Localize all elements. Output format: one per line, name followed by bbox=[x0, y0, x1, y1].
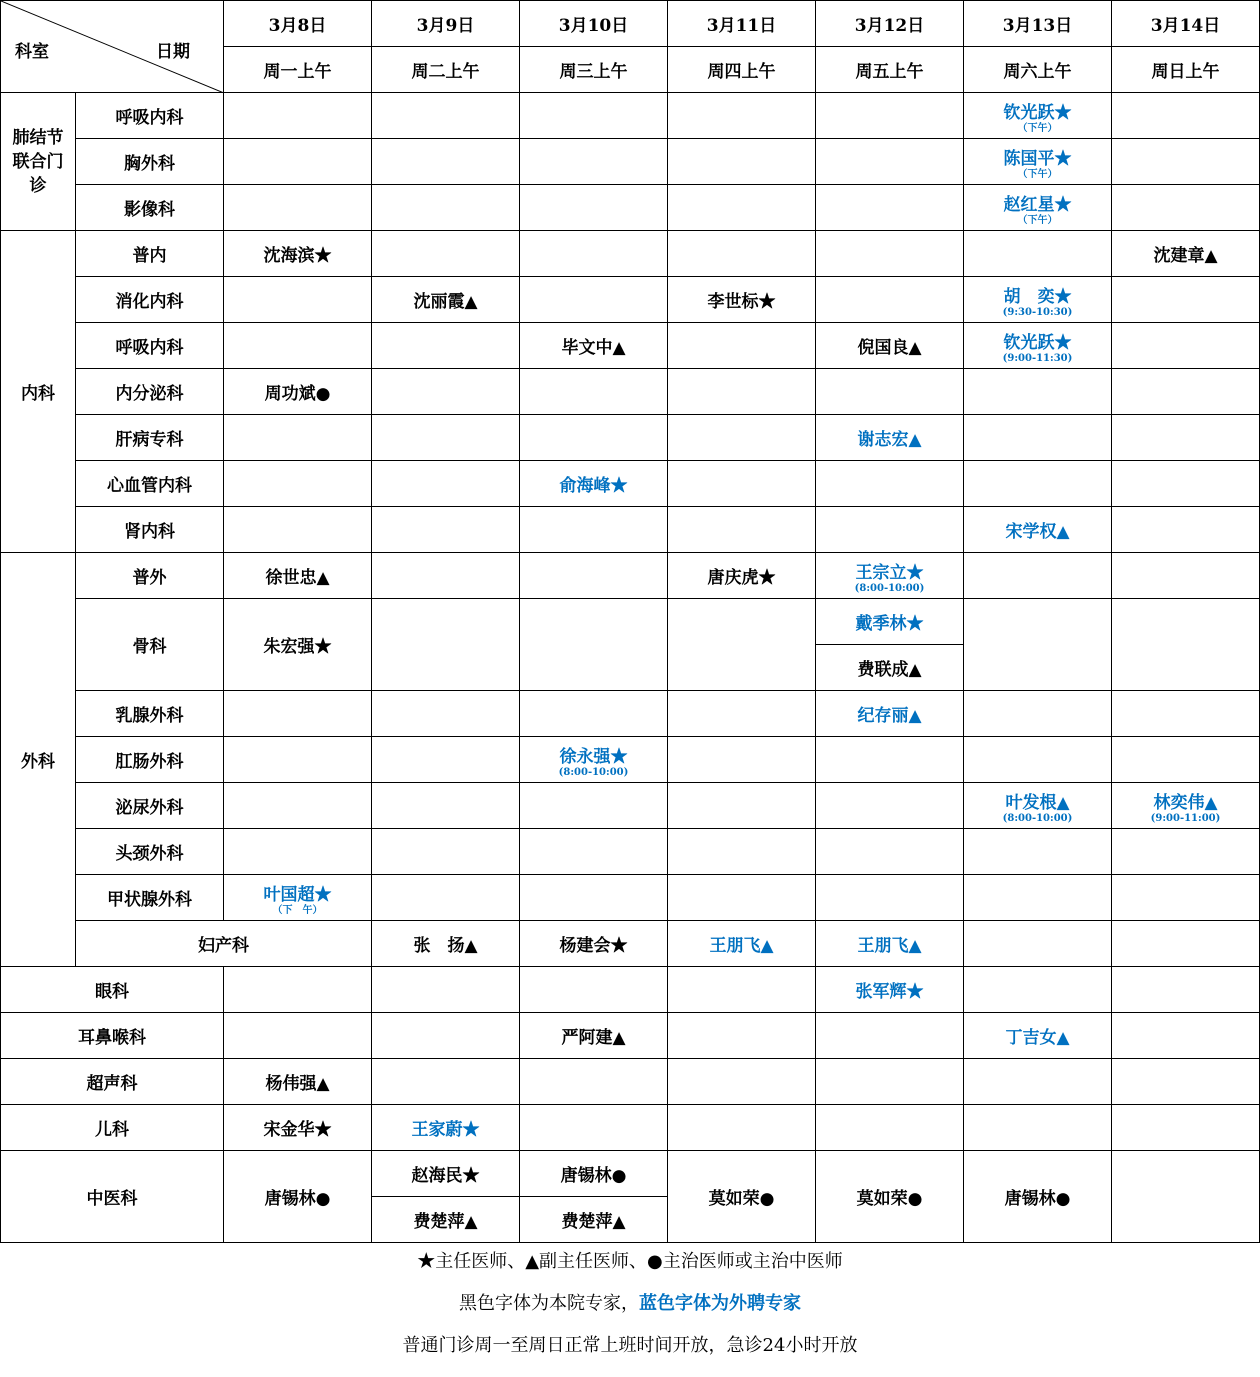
time-note: (9:00-11:00) bbox=[1150, 812, 1221, 824]
schedule-cell: 谢志宏▲ bbox=[816, 415, 964, 461]
empty-cell bbox=[520, 369, 668, 415]
empty-cell bbox=[372, 139, 520, 185]
empty-cell bbox=[520, 829, 668, 875]
schedule-cell bbox=[520, 737, 668, 783]
dept-label: 肾内科 bbox=[76, 507, 224, 553]
table-row bbox=[1, 461, 1260, 507]
empty-cell bbox=[668, 1105, 816, 1151]
time-note: （下 午） bbox=[272, 904, 323, 916]
doctor-name: 叶国超★ bbox=[263, 884, 332, 905]
legend-hours: 普通门诊周一至周日正常上班时间开放，急诊24小时开放 bbox=[402, 1335, 858, 1356]
dept-label: 耳鼻喉科 bbox=[1, 1013, 224, 1059]
schedule-cell bbox=[1112, 783, 1260, 829]
dept-label: 头颈外科 bbox=[76, 829, 224, 875]
empty-cell bbox=[668, 369, 816, 415]
dept-label: 乳腺外科 bbox=[76, 691, 224, 737]
table-row bbox=[1, 1059, 1260, 1105]
time-note: (8:00-10:00) bbox=[1002, 812, 1073, 824]
empty-cell bbox=[964, 369, 1112, 415]
empty-cell bbox=[520, 599, 668, 691]
time-note: (8:00-10:00) bbox=[854, 582, 925, 594]
empty-cell bbox=[372, 691, 520, 737]
legend bbox=[0, 1251, 1260, 1377]
day-header: 周六上午 bbox=[964, 47, 1112, 93]
schedule-cell: 沈海滨★ bbox=[224, 231, 372, 277]
empty-cell bbox=[668, 967, 816, 1013]
empty-cell bbox=[372, 461, 520, 507]
date-header: 3月12日 bbox=[816, 1, 964, 47]
empty-cell bbox=[1112, 185, 1260, 231]
empty-cell bbox=[1112, 1105, 1260, 1151]
table-row bbox=[1, 829, 1260, 875]
empty-cell bbox=[520, 691, 668, 737]
empty-cell bbox=[1112, 875, 1260, 921]
empty-cell bbox=[668, 231, 816, 277]
schedule-cell: 俞海峰★ bbox=[520, 461, 668, 507]
table-row bbox=[1, 967, 1260, 1013]
legend-symbols: ★主任医师、▲副主任医师、●主治医师或主治中医师 bbox=[417, 1251, 843, 1272]
schedule-cell bbox=[964, 185, 1112, 231]
schedule-cell: 张军辉★ bbox=[816, 967, 964, 1013]
table-row bbox=[1, 93, 1260, 139]
time-note: (9:30-10:30) bbox=[1002, 306, 1073, 318]
empty-cell bbox=[224, 93, 372, 139]
table-row bbox=[1, 415, 1260, 461]
empty-cell bbox=[372, 231, 520, 277]
dept-label: 肛肠外科 bbox=[76, 737, 224, 783]
table-row bbox=[1, 507, 1260, 553]
empty-cell bbox=[816, 369, 964, 415]
doctor-name: 叶发根▲ bbox=[1005, 792, 1070, 813]
day-header: 周二上午 bbox=[372, 47, 520, 93]
header-row-dates bbox=[1, 1, 1260, 47]
empty-cell bbox=[816, 185, 964, 231]
empty-cell bbox=[1112, 369, 1260, 415]
date-header: 3月14日 bbox=[1112, 1, 1260, 47]
schedule-cell: 费楚萍▲ bbox=[372, 1197, 520, 1243]
day-header: 周四上午 bbox=[668, 47, 816, 93]
empty-cell bbox=[816, 93, 964, 139]
date-header: 3月9日 bbox=[372, 1, 520, 47]
empty-cell bbox=[1112, 921, 1260, 967]
dept-label: 胸外科 bbox=[76, 139, 224, 185]
empty-cell bbox=[224, 139, 372, 185]
schedule-cell: 唐庆虎★ bbox=[668, 553, 816, 599]
empty-cell bbox=[1112, 737, 1260, 783]
table-row bbox=[1, 369, 1260, 415]
date-header: 3月11日 bbox=[668, 1, 816, 47]
doctor-name: 钦光跃★ bbox=[1003, 102, 1072, 123]
dept-label: 肝病专科 bbox=[76, 415, 224, 461]
empty-cell bbox=[224, 967, 372, 1013]
doctor-name: 胡 奕★ bbox=[1003, 286, 1072, 307]
empty-cell bbox=[372, 323, 520, 369]
empty-cell bbox=[668, 139, 816, 185]
empty-cell bbox=[1112, 93, 1260, 139]
dept-label: 呼吸内科 bbox=[76, 323, 224, 369]
table-row bbox=[1, 277, 1260, 323]
table-row bbox=[1, 1105, 1260, 1151]
empty-cell bbox=[372, 599, 520, 691]
table-row bbox=[1, 185, 1260, 231]
empty-cell bbox=[520, 553, 668, 599]
dept-label: 影像科 bbox=[76, 185, 224, 231]
empty-cell bbox=[520, 93, 668, 139]
dept-label: 超声科 bbox=[1, 1059, 224, 1105]
empty-cell bbox=[1112, 277, 1260, 323]
schedule-cell bbox=[964, 277, 1112, 323]
date-header-label: 日期 bbox=[156, 42, 190, 62]
empty-cell bbox=[372, 185, 520, 231]
time-note: （下午） bbox=[1017, 214, 1058, 226]
empty-cell bbox=[520, 1059, 668, 1105]
schedule-cell: 丁吉女▲ bbox=[964, 1013, 1112, 1059]
empty-cell bbox=[520, 139, 668, 185]
empty-cell bbox=[520, 875, 668, 921]
table-row bbox=[1, 1151, 1260, 1197]
empty-cell bbox=[1112, 1151, 1260, 1243]
empty-cell bbox=[520, 1105, 668, 1151]
empty-cell bbox=[520, 185, 668, 231]
table-row bbox=[1, 323, 1260, 369]
empty-cell bbox=[964, 875, 1112, 921]
schedule-cell bbox=[224, 875, 372, 921]
empty-cell bbox=[1112, 553, 1260, 599]
empty-cell bbox=[964, 553, 1112, 599]
schedule-cell: 张 扬▲ bbox=[372, 921, 520, 967]
empty-cell bbox=[224, 507, 372, 553]
table-row bbox=[1, 231, 1260, 277]
doctor-name: 王宗立★ bbox=[855, 562, 924, 583]
schedule-cell: 费联成▲ bbox=[816, 645, 964, 691]
empty-cell bbox=[668, 507, 816, 553]
empty-cell bbox=[668, 737, 816, 783]
table-row bbox=[1, 783, 1260, 829]
empty-cell bbox=[816, 1105, 964, 1151]
empty-cell bbox=[964, 415, 1112, 461]
schedule-cell: 严阿建▲ bbox=[520, 1013, 668, 1059]
empty-cell bbox=[964, 231, 1112, 277]
schedule-cell: 费楚萍▲ bbox=[520, 1197, 668, 1243]
empty-cell bbox=[668, 599, 816, 691]
doctor-name: 徐永强★ bbox=[559, 746, 628, 767]
date-header: 3月10日 bbox=[520, 1, 668, 47]
empty-cell bbox=[372, 737, 520, 783]
empty-cell bbox=[224, 277, 372, 323]
empty-cell bbox=[520, 277, 668, 323]
empty-cell bbox=[520, 231, 668, 277]
empty-cell bbox=[372, 93, 520, 139]
empty-cell bbox=[668, 1013, 816, 1059]
empty-cell bbox=[1112, 507, 1260, 553]
empty-cell bbox=[668, 691, 816, 737]
empty-cell bbox=[816, 139, 964, 185]
schedule-cell: 唐锡林● bbox=[224, 1151, 372, 1243]
empty-cell bbox=[224, 783, 372, 829]
empty-cell bbox=[1112, 967, 1260, 1013]
doctor-name: 钦光跃★ bbox=[1003, 332, 1072, 353]
empty-cell bbox=[964, 461, 1112, 507]
dept-label: 眼科 bbox=[1, 967, 224, 1013]
time-note: （下午） bbox=[1017, 168, 1058, 180]
schedule-cell: 周功斌● bbox=[224, 369, 372, 415]
empty-cell bbox=[668, 783, 816, 829]
day-header: 周五上午 bbox=[816, 47, 964, 93]
empty-cell bbox=[816, 737, 964, 783]
schedule-cell: 唐锡林● bbox=[520, 1151, 668, 1197]
legend-colors bbox=[0, 1293, 1260, 1335]
schedule-cell: 杨建会★ bbox=[520, 921, 668, 967]
dept-label: 内分泌科 bbox=[76, 369, 224, 415]
empty-cell bbox=[1112, 829, 1260, 875]
schedule-cell: 王朋飞▲ bbox=[668, 921, 816, 967]
schedule-cell: 王家蔚★ bbox=[372, 1105, 520, 1151]
schedule-cell: 徐世忠▲ bbox=[224, 553, 372, 599]
legend-blue-note: 蓝色字体为外聘专家 bbox=[639, 1293, 801, 1314]
schedule-cell bbox=[964, 93, 1112, 139]
dept-label: 呼吸内科 bbox=[76, 93, 224, 139]
schedule-cell: 沈丽霞▲ bbox=[372, 277, 520, 323]
empty-cell bbox=[224, 185, 372, 231]
empty-cell bbox=[224, 461, 372, 507]
empty-cell bbox=[668, 1059, 816, 1105]
empty-cell bbox=[372, 875, 520, 921]
schedule-cell: 李世标★ bbox=[668, 277, 816, 323]
empty-cell bbox=[668, 323, 816, 369]
table-row bbox=[1, 599, 1260, 645]
empty-cell bbox=[372, 369, 520, 415]
empty-cell bbox=[668, 829, 816, 875]
dept-label: 妇产科 bbox=[76, 921, 372, 967]
empty-cell bbox=[964, 1105, 1112, 1151]
dept-label: 儿科 bbox=[1, 1105, 224, 1151]
schedule-cell: 毕文中▲ bbox=[520, 323, 668, 369]
dept-label: 中医科 bbox=[1, 1151, 224, 1243]
empty-cell bbox=[372, 415, 520, 461]
empty-cell bbox=[816, 829, 964, 875]
schedule-cell: 纪存丽▲ bbox=[816, 691, 964, 737]
table-row bbox=[1, 921, 1260, 967]
dept-label: 甲状腺外科 bbox=[76, 875, 224, 921]
empty-cell bbox=[520, 415, 668, 461]
empty-cell bbox=[224, 1013, 372, 1059]
empty-cell bbox=[816, 1059, 964, 1105]
dept-label: 骨科 bbox=[76, 599, 224, 691]
schedule-cell: 莫如荣● bbox=[816, 1151, 964, 1243]
empty-cell bbox=[816, 1013, 964, 1059]
empty-cell bbox=[372, 783, 520, 829]
day-header: 周日上午 bbox=[1112, 47, 1260, 93]
empty-cell bbox=[520, 967, 668, 1013]
schedule-cell: 莫如荣● bbox=[668, 1151, 816, 1243]
empty-cell bbox=[668, 185, 816, 231]
empty-cell bbox=[224, 691, 372, 737]
time-note: （下午） bbox=[1017, 122, 1058, 134]
empty-cell bbox=[964, 1059, 1112, 1105]
schedule-cell: 赵海民★ bbox=[372, 1151, 520, 1197]
empty-cell bbox=[1112, 599, 1260, 691]
empty-cell bbox=[816, 507, 964, 553]
empty-cell bbox=[1112, 1059, 1260, 1105]
empty-cell bbox=[816, 231, 964, 277]
schedule-cell bbox=[964, 783, 1112, 829]
schedule-cell: 戴季林★ bbox=[816, 599, 964, 645]
empty-cell bbox=[668, 875, 816, 921]
empty-cell bbox=[964, 829, 1112, 875]
empty-cell bbox=[1112, 691, 1260, 737]
schedule-cell: 朱宏强★ bbox=[224, 599, 372, 691]
schedule-cell bbox=[964, 139, 1112, 185]
doctor-name: 林奕伟▲ bbox=[1153, 792, 1218, 813]
empty-cell bbox=[520, 783, 668, 829]
empty-cell bbox=[964, 599, 1112, 691]
empty-cell bbox=[964, 967, 1112, 1013]
empty-cell bbox=[372, 829, 520, 875]
empty-cell bbox=[224, 323, 372, 369]
empty-cell bbox=[668, 93, 816, 139]
time-note: (9:00-11:30) bbox=[1002, 352, 1073, 364]
table-row bbox=[1, 875, 1260, 921]
empty-cell bbox=[816, 277, 964, 323]
empty-cell bbox=[372, 507, 520, 553]
empty-cell bbox=[1112, 415, 1260, 461]
empty-cell bbox=[372, 553, 520, 599]
table-row bbox=[1, 737, 1260, 783]
empty-cell bbox=[668, 415, 816, 461]
dept-header-label: 科室 bbox=[15, 42, 49, 62]
empty-cell bbox=[964, 691, 1112, 737]
schedule-cell: 沈建章▲ bbox=[1112, 231, 1260, 277]
empty-cell bbox=[668, 461, 816, 507]
empty-cell bbox=[964, 737, 1112, 783]
dept-label: 普外 bbox=[76, 553, 224, 599]
empty-cell bbox=[520, 507, 668, 553]
empty-cell bbox=[372, 1013, 520, 1059]
schedule-cell bbox=[964, 323, 1112, 369]
day-header: 周三上午 bbox=[520, 47, 668, 93]
empty-cell bbox=[816, 875, 964, 921]
empty-cell bbox=[372, 967, 520, 1013]
table-row bbox=[1, 691, 1260, 737]
empty-cell bbox=[816, 783, 964, 829]
empty-cell bbox=[224, 829, 372, 875]
empty-cell bbox=[1112, 139, 1260, 185]
empty-cell bbox=[224, 737, 372, 783]
schedule-cell: 王朋飞▲ bbox=[816, 921, 964, 967]
table-row bbox=[1, 139, 1260, 185]
group-label-lung: 肺结节联合门诊 bbox=[1, 93, 76, 231]
corner-header bbox=[1, 1, 224, 93]
empty-cell bbox=[816, 461, 964, 507]
empty-cell bbox=[224, 415, 372, 461]
doctor-name: 赵红星★ bbox=[1003, 194, 1072, 215]
empty-cell bbox=[1112, 323, 1260, 369]
date-header: 3月13日 bbox=[964, 1, 1112, 47]
dept-label: 泌尿外科 bbox=[76, 783, 224, 829]
schedule-cell: 宋学权▲ bbox=[964, 507, 1112, 553]
table-row bbox=[1, 553, 1260, 599]
empty-cell bbox=[372, 1059, 520, 1105]
date-header: 3月8日 bbox=[224, 1, 372, 47]
group-label-internal: 内科 bbox=[1, 231, 76, 553]
schedule-cell: 唐锡林● bbox=[964, 1151, 1112, 1243]
legend-black-note: 黑色字体为本院专家， bbox=[459, 1293, 639, 1314]
day-header: 周一上午 bbox=[224, 47, 372, 93]
time-note: (8:00-10:00) bbox=[558, 766, 629, 778]
schedule-cell: 宋金华★ bbox=[224, 1105, 372, 1151]
schedule-cell: 倪国良▲ bbox=[816, 323, 964, 369]
empty-cell bbox=[964, 921, 1112, 967]
doctor-name: 陈国平★ bbox=[1003, 148, 1072, 169]
table-row bbox=[1, 1013, 1260, 1059]
dept-label: 消化内科 bbox=[76, 277, 224, 323]
schedule-cell: 杨伟强▲ bbox=[224, 1059, 372, 1105]
dept-label: 心血管内科 bbox=[76, 461, 224, 507]
empty-cell bbox=[1112, 461, 1260, 507]
group-label-surgery: 外科 bbox=[1, 553, 76, 967]
dept-label: 普内 bbox=[76, 231, 224, 277]
empty-cell bbox=[1112, 1013, 1260, 1059]
schedule-cell bbox=[816, 553, 964, 599]
